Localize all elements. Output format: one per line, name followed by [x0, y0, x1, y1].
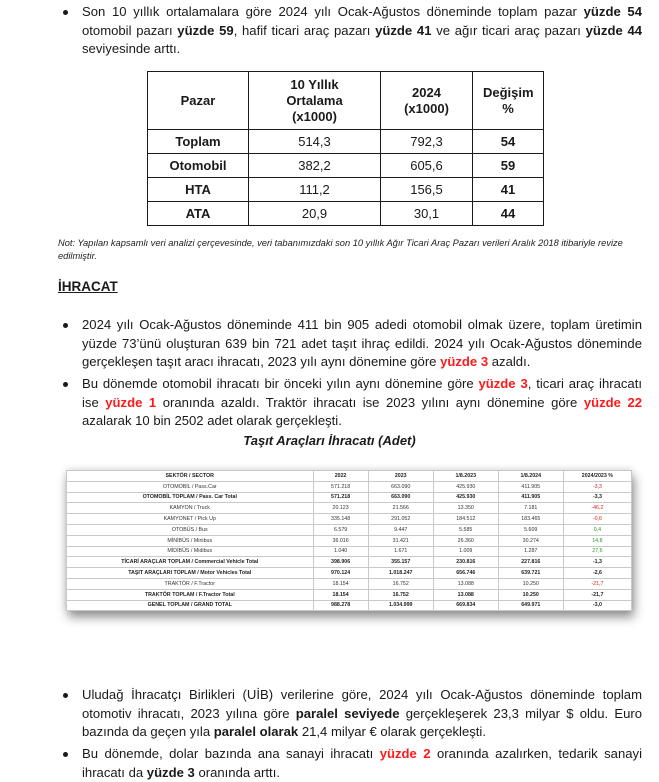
highlight-decrease: yüzde 3	[440, 354, 489, 370]
cell-sector: TAŞIT ARAÇLARI TOPLAM / Motor Vehicles Total	[67, 568, 314, 579]
section-title-ihracat: İHRACAT	[58, 279, 118, 294]
cell-change: 41	[473, 178, 544, 202]
cell-2022: 571.218	[313, 492, 368, 503]
uib-bullet	[58, 686, 642, 742]
table-row	[148, 130, 544, 154]
cell-change: -21,7	[563, 589, 631, 600]
bullet-icon	[63, 10, 68, 15]
header-1-8-2024: 1/8.2024	[498, 471, 563, 482]
text: otomobil pazarı	[82, 22, 178, 38]
cell-2023: 355.157	[368, 557, 433, 568]
cell-1-8-2023: 13.088	[433, 589, 498, 600]
cell-2023: 663.090	[368, 481, 433, 492]
table-row	[67, 557, 632, 568]
cell-2023: 16.752	[368, 578, 433, 589]
text: Uludağ İhracatçı Birlikleri (UİB) verilerine göre, 2024 yılı Ocak-Ağustos döneminde toplam otomotiv ihracatı, 2023 yılına göre	[82, 687, 642, 721]
cell-2023: 9.447	[368, 524, 433, 535]
cell-1-8-2024: 10.250	[498, 589, 563, 600]
text: ve ağır ticari araç pazarı	[431, 22, 586, 38]
header-2022: 2022	[313, 471, 368, 482]
cell-change: -0,6	[563, 514, 631, 525]
cell-sector: OTOMOBİL / Pass.Car	[67, 481, 314, 492]
cell-average: 20,9	[249, 202, 381, 226]
cell-change: 59	[473, 154, 544, 178]
export-table-caption: Taşıt Araçları İhracatı (Adet)	[243, 433, 416, 448]
cell-sector: OTOBÜS / Bus	[67, 524, 314, 535]
cell-2022: 18.154	[313, 589, 368, 600]
bullet-icon	[63, 693, 68, 698]
cell-change: 27,6	[563, 546, 631, 557]
cell-1-8-2024: 639.721	[498, 568, 563, 579]
cell-1-8-2024: 649.971	[498, 600, 563, 611]
highlight-parallel: paralel seviyede	[295, 705, 400, 721]
cell-change: 44	[473, 202, 544, 226]
cell-1-8-2024: 411.905	[498, 492, 563, 503]
cell-2023: 663.090	[368, 492, 433, 503]
cell-1-8-2023: 13.350	[433, 503, 498, 514]
text: , hafif ticari araç pazarı	[233, 22, 376, 38]
highlight-increase: yüzde 3	[146, 764, 195, 780]
cell-1-8-2024: 30.274	[498, 535, 563, 546]
text: , ticari araç ihracatı ise	[82, 376, 642, 410]
cell-2022: 36.016	[313, 535, 368, 546]
cell-1-8-2024: 183.465	[498, 514, 563, 525]
cell-1-8-2024: 1.287	[498, 546, 563, 557]
cell-1-8-2023: 5.585	[433, 524, 498, 535]
cell-2022: 398.906	[313, 557, 368, 568]
cell-average: 514,3	[249, 130, 381, 154]
text: oranında azalırken, tedarik sanayi ihracatı da	[82, 746, 642, 780]
highlight-44: yüzde 44	[585, 22, 643, 38]
table-header-row	[67, 471, 632, 482]
header-2024	[381, 72, 473, 130]
cell-2023: 1.034.999	[368, 600, 433, 611]
text: azalarak 10 bin 2502 adet olarak gerçekleşti.	[82, 413, 342, 429]
cell-1-8-2023: 669.834	[433, 600, 498, 611]
cell-sector: OTOMOBİL TOPLAM / Pass. Car Total	[67, 492, 314, 503]
cell-2022: 18.154	[313, 578, 368, 589]
highlight-59: yüzde 59	[177, 22, 234, 38]
header-change	[473, 72, 544, 130]
bullet-icon	[63, 382, 68, 387]
export-bullet-1	[58, 316, 642, 372]
cell-1-8-2024: 227.816	[498, 557, 563, 568]
cell-1-8-2024: 411.905	[498, 481, 563, 492]
header-10yr-average	[249, 72, 381, 130]
cell-sector: MİDİBÜS / Midibus	[67, 546, 314, 557]
cell-2022: 6.579	[313, 524, 368, 535]
header-text: 10 Yıllık Ortalama (x1000)	[286, 76, 343, 124]
text: gerçekleşerek 23,3 milyar $ oldu. Euro bazında da geçen yıla	[82, 705, 642, 740]
table-row	[67, 600, 632, 611]
highlight-54: yüzde 54	[583, 4, 642, 19]
cell-sector: GENEL TOPLAM / GRAND TOTAL	[67, 600, 314, 611]
header-change-pct: 2024/2023 %	[563, 471, 631, 482]
cell-1-8-2024: 5.609	[498, 524, 563, 535]
highlight-decrease: yüzde 1	[105, 394, 157, 410]
table-row	[67, 492, 632, 503]
table-row	[67, 546, 632, 557]
cell-1-8-2024: 7.181	[498, 503, 563, 514]
cell-change: -46,2	[563, 503, 631, 514]
header-text: Değişim %	[483, 84, 534, 116]
cell-change: -21,7	[563, 578, 631, 589]
text: seviyesinde arttı.	[82, 41, 181, 57]
cell-2023: 1.671	[368, 546, 433, 557]
table-row	[67, 524, 632, 535]
cell-pazar: Otomobil	[148, 154, 249, 178]
cell-2023: 21.566	[368, 503, 433, 514]
cell-sector: MİNİBÜS / Minibus	[67, 535, 314, 546]
cell-1-8-2023: 230.816	[433, 557, 498, 568]
cell-change: -3,0	[563, 600, 631, 611]
table-row	[148, 154, 544, 178]
table-row	[67, 578, 632, 589]
cell-2023: 16.752	[368, 589, 433, 600]
cell-1-8-2024: 10.250	[498, 578, 563, 589]
highlight-decrease: yüzde 3	[478, 376, 528, 391]
header-pazar: Pazar	[148, 72, 249, 130]
cell-2024: 792,3	[381, 130, 473, 154]
export-table-image	[66, 470, 632, 611]
cell-average: 111,2	[249, 178, 381, 202]
export-bullet-2	[58, 375, 642, 431]
cell-2023: 291.052	[368, 514, 433, 525]
table-row	[148, 202, 544, 226]
cell-2023: 1.018.247	[368, 568, 433, 579]
cell-sector: TRAKTÖR / F.Tractor	[67, 578, 314, 589]
table-row	[148, 178, 544, 202]
cell-average: 382,2	[249, 154, 381, 178]
bullet-icon	[63, 323, 68, 328]
intro-bullet	[58, 3, 642, 59]
cell-sector: KAMYON / Truck	[67, 503, 314, 514]
text: azaldı.	[488, 354, 531, 370]
cell-change: -3,3	[563, 492, 631, 503]
cell-2022: 1.040	[313, 546, 368, 557]
market-comparison-table	[147, 71, 544, 226]
table-row	[67, 503, 632, 514]
cell-pazar: Toplam	[148, 130, 249, 154]
highlight-parallel: paralel olarak	[213, 724, 299, 740]
text: Bu dönemde otomobil ihracatı bir önceki yılın aynı dönemine göre	[82, 376, 479, 391]
cell-change: 54	[473, 130, 544, 154]
cell-sector: TİCARİ ARAÇLAR TOPLAM / Commercial Vehicle Total	[67, 557, 314, 568]
highlight-41: yüzde 41	[375, 22, 432, 38]
cell-sector: KAMYONET / Pick Up	[67, 514, 314, 525]
bullet-icon	[63, 752, 68, 757]
table-row	[67, 481, 632, 492]
cell-change: -2,6	[563, 568, 631, 579]
cell-2022: 970.124	[313, 568, 368, 579]
cell-1-8-2023: 1.009	[433, 546, 498, 557]
table-header-row	[148, 72, 544, 130]
cell-pazar: ATA	[148, 202, 249, 226]
cell-2022: 988.278	[313, 600, 368, 611]
cell-2024: 156,5	[381, 178, 473, 202]
cell-2024: 605,6	[381, 154, 473, 178]
cell-2022: 20.123	[313, 503, 368, 514]
text: 2024 yılı Ocak-Ağustos döneminde 411 bin 905 adedi otomobil olmak üzere, toplam üretimin yüzde 73’ünü oluşturan 639 bin 721 adet taşıt ihraç edildi. 2024 yılı Ocak-Ağustos döneminde gerçekleşen taşıt aracı ihracatı, 2023 yılı aynı dönemine göre	[82, 317, 642, 370]
cell-1-8-2023: 425.930	[433, 492, 498, 503]
text: Bu dönemde, dolar bazında ana sanayi ihracatı	[82, 746, 380, 761]
revision-note: Not: Yapılan kapsamlı veri analizi çerçevesinde, veri tabanımızdaki son 10 yıllık Ağır Ticari Araç Pazarı verileri Aralık 2018 itibariyle revize edilmiştir.	[58, 238, 623, 261]
highlight-decrease: yüzde 2	[379, 746, 431, 761]
vehicle-export-table	[66, 470, 632, 611]
cell-change: -1,3	[563, 557, 631, 568]
cell-2022: 571.218	[313, 481, 368, 492]
table-row	[67, 568, 632, 579]
cell-2023: 31.421	[368, 535, 433, 546]
cell-change: 14,8	[563, 535, 631, 546]
cell-2022: 335.148	[313, 514, 368, 525]
cell-change: -3,3	[563, 481, 631, 492]
cell-2024: 30,1	[381, 202, 473, 226]
header-2023: 2023	[368, 471, 433, 482]
cell-pazar: HTA	[148, 178, 249, 202]
table-row	[67, 535, 632, 546]
header-text: 2024 (x1000)	[404, 84, 449, 116]
text: Son 10 yıllık ortalamalara göre 2024 yılı Ocak-Ağustos döneminde toplam pazar	[82, 4, 584, 19]
cell-1-8-2023: 13.088	[433, 578, 498, 589]
highlight-decrease: yüzde 22	[583, 394, 643, 410]
header-sector: SEKTÖR / SECTOR	[67, 471, 314, 482]
cell-1-8-2023: 26.360	[433, 535, 498, 546]
header-1-8-2023: 1/8.2023	[433, 471, 498, 482]
cell-1-8-2023: 184.512	[433, 514, 498, 525]
cell-change: 0,4	[563, 524, 631, 535]
table-row	[67, 514, 632, 525]
industry-bullet	[58, 745, 642, 782]
cell-1-8-2023: 656.746	[433, 568, 498, 579]
cell-1-8-2023: 425.930	[433, 481, 498, 492]
cell-sector: TRAKTÖR TOPLAM / F.Tractor Total	[67, 589, 314, 600]
text: oranında arttı.	[194, 764, 280, 780]
text: oranında azaldı. Traktör ihracatı ise 2023 yılını aynı dönemine göre	[156, 394, 584, 410]
text: 21,4 milyar € olarak gerçekleşti.	[298, 724, 486, 740]
table-row	[67, 589, 632, 600]
